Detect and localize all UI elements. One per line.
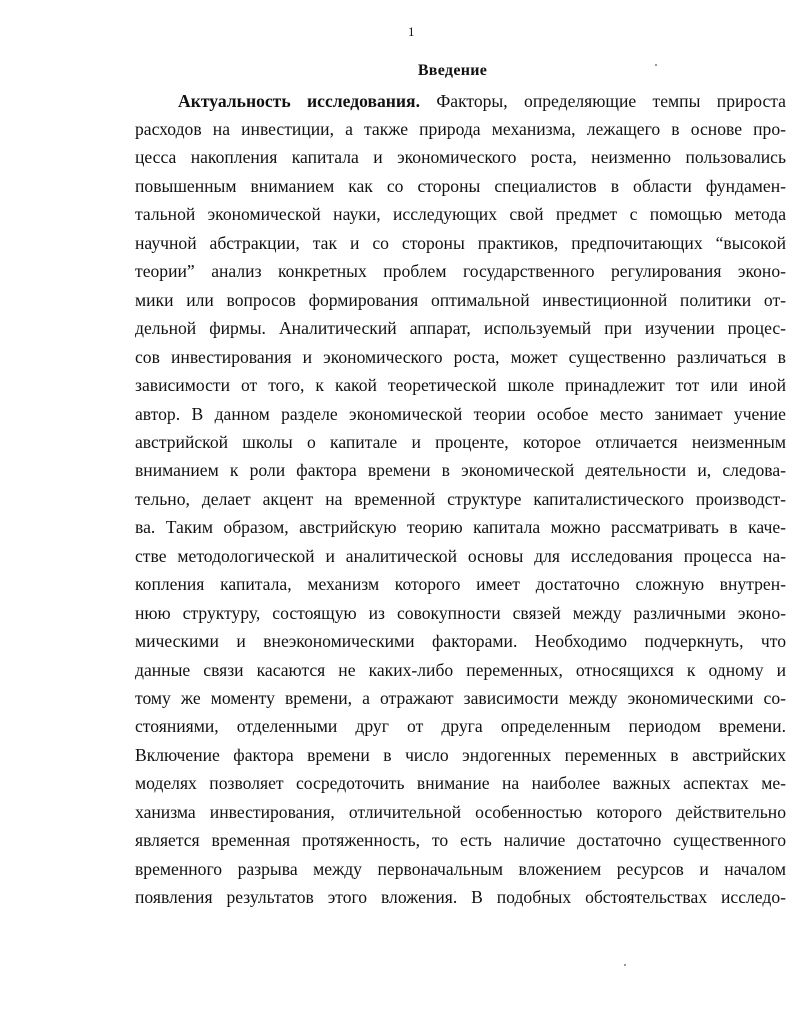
text-line: стве методологической и аналитической основы для исследования процесса на- — [135, 545, 786, 566]
text-line: автор. В данном разделе экономической теории особое место занимает учение — [135, 403, 786, 424]
text-line: данные связи касаются не каких-либо переменных, относящихся к одному и — [135, 659, 786, 680]
text-line: тельно, делает акцент на временной структуре капиталистического производст- — [135, 488, 786, 509]
text-line: моделях позволяет сосредоточить внимание на наиболее важных аспектах ме- — [135, 773, 786, 794]
text-line: расходов на инвестиции, а также природа механизма, лежащего в основе про- — [135, 119, 786, 139]
scan-speck — [655, 64, 657, 66]
text-line: цесса накопления капитала и экономического роста, неизменно пользовались — [135, 147, 786, 168]
text-line: тальной экономической науки, исследующих свой предмет с помощью метода — [135, 204, 786, 225]
text-line: появления результатов этого вложения. В подобных обстоятельствах исследо- — [135, 887, 786, 908]
lead-phrase: Актуальность исследования. — [178, 91, 420, 111]
text-line: научной абстракции, так и со стороны практиков, предпочитающих “высокой — [135, 232, 786, 253]
text-line: сов инвестирования и экономического роста, может существенно различаться в — [135, 346, 786, 367]
text-line: временного разрыва между первоначальным вложением ресурсов и началом — [135, 858, 786, 879]
text-line: зависимости от того, к какой теоретической школе принадлежит тот или иной — [135, 375, 786, 396]
text-line: стояниями, отделенными друг от друга определенным периодом времени. — [135, 716, 786, 737]
text-line: ханизма инвестирования, отличительной особенностью которого действительно — [135, 801, 786, 822]
text-line: копления капитала, механизм которого имеет достаточно сложную внутрен- — [135, 574, 786, 595]
text-line: дельной фирмы. Аналитический аппарат, используемый при изучении процес- — [135, 318, 786, 339]
text-line: тому же моменту времени, а отражают зависимости между экономическими со- — [135, 688, 786, 708]
text-line: австрийской школы о капитале и проценте, которое отличается неизменным — [135, 431, 786, 452]
text-line: вниманием к роли фактора времени в экономической деятельности и, следова- — [135, 460, 786, 481]
text-line: Включение фактора времени в число эндогенных переменных в австрийских — [135, 744, 786, 765]
text-line: нюю структуру, состоящую из совокупности связей между различными эконо- — [135, 602, 786, 623]
page-number: 1 — [408, 24, 415, 39]
scan-speck — [624, 964, 626, 966]
text-line: мическими и внеэкономическими факторами. Необходимо подчеркнуть, что — [135, 631, 786, 652]
text-line: ва. Таким образом, австрийскую теорию капитала можно рассматривать в каче- — [135, 517, 786, 538]
text-line: является временная протяженность, то есть наличие достаточно существенного — [135, 830, 786, 851]
text-line: повышенным вниманием как со стороны специалистов в области фундамен- — [135, 175, 786, 196]
section-heading: Введение — [417, 62, 488, 79]
paragraph-first-line — [178, 90, 786, 112]
lead-rest: Факторы, определяющие темпы прироста — [419, 91, 786, 111]
text-line: мики или вопросов формирования оптимальной инвестиционной политики от- — [135, 289, 786, 310]
text-line: теории” анализ конкретных проблем государственного регулирования эконо- — [135, 261, 786, 282]
